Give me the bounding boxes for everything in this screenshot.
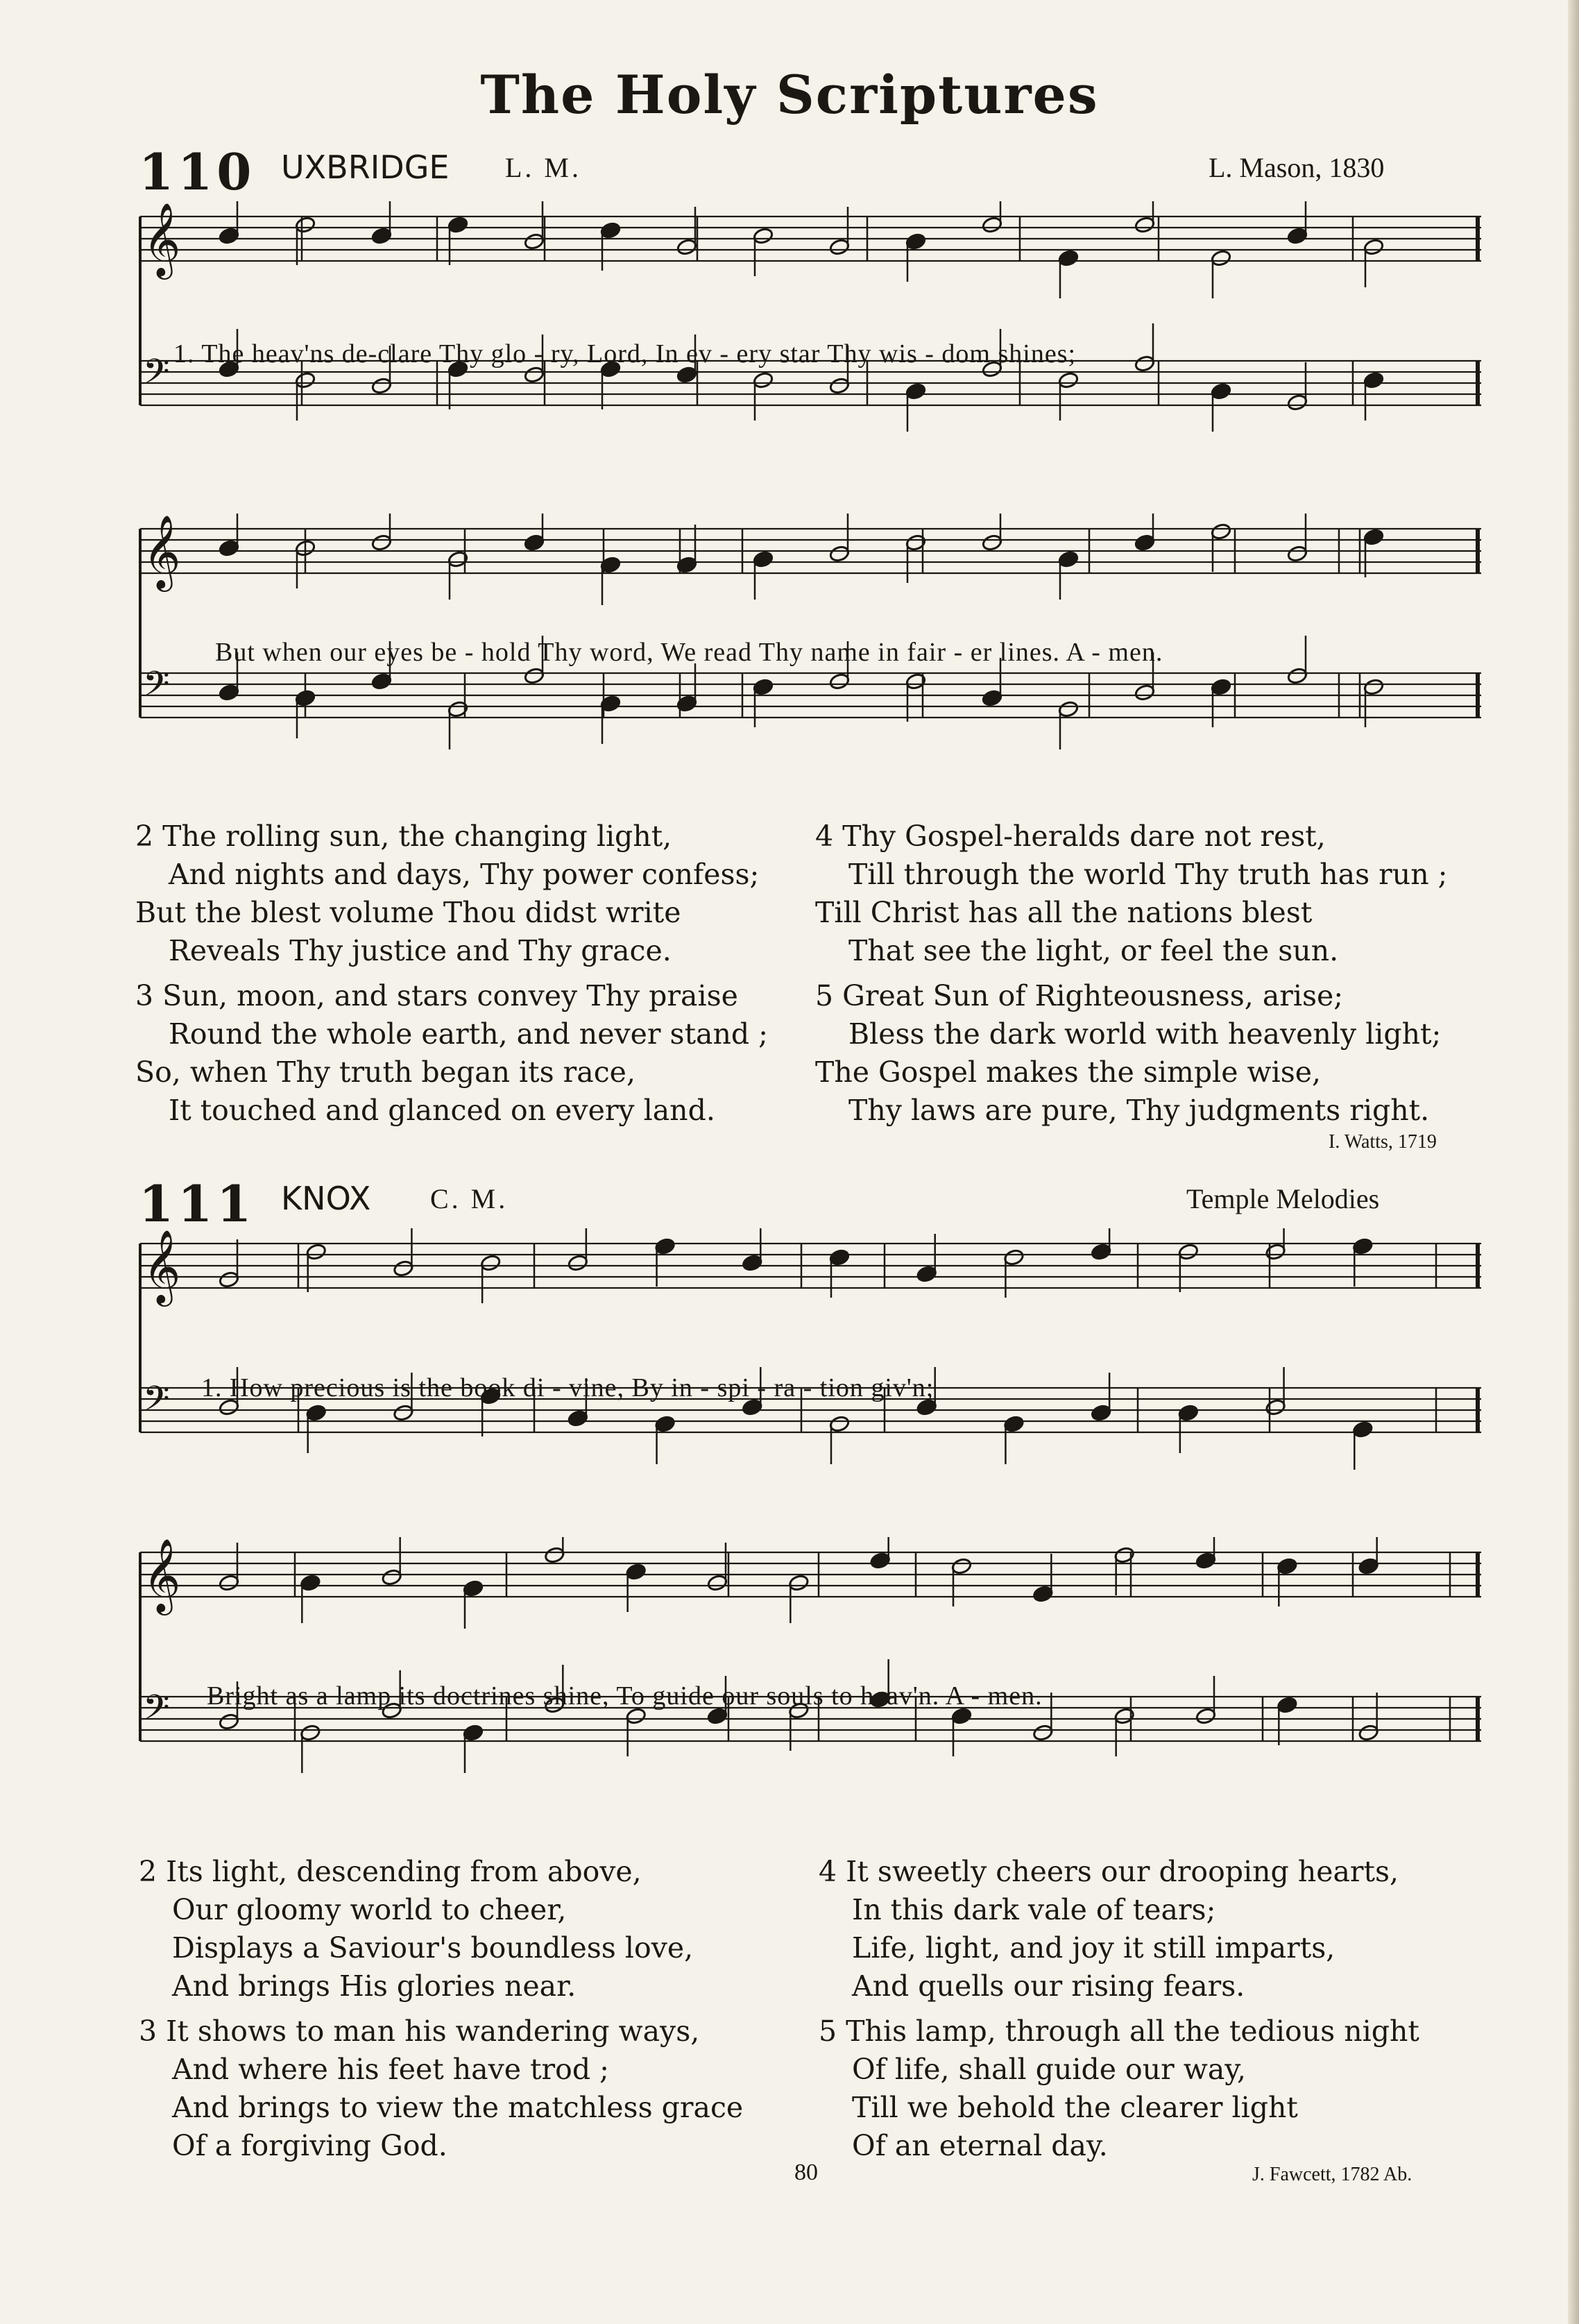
verse-line: Of an eternal day. [852, 2129, 1108, 2162]
page-number: 80 [794, 2160, 818, 2185]
verse-line: 2 The rolling sun, the changing light, [135, 820, 672, 853]
hymn-110-tune: UXBRIDGE [281, 149, 450, 186]
verse-line: And where his feet have trod ; [172, 2053, 609, 2086]
verse-line: And brings to view the matchless grace [172, 2091, 744, 2124]
hymn-110-number: 110 [139, 142, 256, 201]
hymn-111-author: J. Fawcett, 1782 Ab. [1252, 2164, 1412, 2185]
notes-upper [219, 1537, 1379, 1629]
verse-line: Bless the dark world with heavenly light; [848, 1017, 1442, 1051]
treble-clef-icon: 𝄞 [143, 514, 181, 588]
hymn-110-lyrics-line-1: 1. The heav'ns de-clare Thy glo - ry, Lord, In ev - ery star Thy wis - dom shines; [173, 339, 1077, 368]
verse-line: That see the light, or feel the sun. [848, 934, 1339, 967]
verse-line: And brings His glories near. [172, 1969, 577, 2003]
hymn-111-composer: Temple Melodies [1186, 1183, 1380, 1214]
hymn-110-verses-right [815, 817, 1447, 1130]
verse-line: So, when Thy truth began its race, [135, 1055, 635, 1089]
staff-treble [140, 1244, 1481, 1288]
hymn-111-tune: KNOX [281, 1180, 371, 1217]
verse-line: 2 Its light, descending from above, [139, 1855, 642, 1888]
hymn-111-lyrics-line-1: 1. How precious is the book di - vine, By in - spi - ra - tion giv'n; [201, 1373, 934, 1402]
hymn-111-meter: C. M. [430, 1183, 509, 1214]
hymn-111-verses-right [819, 1853, 1419, 2165]
verse-line: And quells our rising fears. [852, 1969, 1245, 2003]
treble-clef-icon: 𝄞 [143, 202, 181, 276]
verse-line: Thy laws are pure, Thy judgments right. [848, 1094, 1430, 1127]
verse-line: 4 Thy Gospel-heralds dare not rest, [815, 820, 1326, 853]
verse-line: And nights and days, Thy power confess; [169, 858, 760, 891]
verse-line: It touched and glanced on every land. [169, 1094, 715, 1127]
verse-line: Till through the world Thy truth has run ; [848, 858, 1448, 891]
hymn-111-number: 111 [139, 1174, 256, 1233]
treble-clef-icon: 𝄞 [143, 1229, 181, 1303]
verse-line: Round the whole earth, and never stand ; [169, 1017, 768, 1051]
notes-upper [219, 514, 1385, 605]
notes-lower [219, 1659, 1379, 1773]
verse-line: Life, light, and joy it still imparts, [852, 1931, 1335, 1965]
verse-line: 5 This lamp, through all the tedious night [819, 2015, 1419, 2048]
verse-line: The Gospel makes the simple wise, [815, 1055, 1322, 1089]
hymn-110-author: I. Watts, 1719 [1329, 1131, 1437, 1153]
hymn-111-verses-left [139, 1853, 743, 2165]
staff-bass [140, 673, 1481, 718]
hymn-110-meter: L. M. [505, 152, 581, 183]
verse-line: But the blest volume Thou didst write [135, 896, 681, 929]
staff-treble [140, 217, 1481, 261]
verse-line: 3 It shows to man his wandering ways, [139, 2015, 700, 2048]
hymn-110-composer: L. Mason, 1830 [1209, 152, 1385, 183]
staff-treble [140, 529, 1481, 573]
verse-line: Reveals Thy justice and Thy grace. [169, 934, 672, 967]
verse-line: Till we behold the clearer light [852, 2091, 1298, 2124]
bass-clef-icon: 𝄢 [143, 352, 170, 400]
staff-treble [140, 1552, 1481, 1597]
verse-line: 4 It sweetly cheers our drooping hearts, [819, 1855, 1399, 1888]
hymn-110-lyrics-line-2: But when our eyes be - hold Thy word, We read Thy name in fair - er lines. A - men. [215, 638, 1163, 667]
verse-line: Till Christ has all the nations blest [815, 896, 1313, 929]
bass-clef-icon: 𝄢 [143, 1379, 170, 1427]
hymn-111-lyrics-line-2: Bright as a lamp its doctrines shine, To guide our souls to heav'n. A - men. [207, 1681, 1043, 1711]
verse-line: 5 Great Sun of Righteousness, arise; [815, 979, 1344, 1012]
verse-line: Of a forgiving God. [172, 2129, 447, 2162]
verse-line: In this dark vale of tears; [852, 1893, 1216, 1926]
bass-clef-icon: 𝄢 [143, 1688, 170, 1736]
verse-line: 3 Sun, moon, and stars convey Thy praise [135, 979, 738, 1012]
bass-clef-icon: 𝄢 [143, 664, 170, 713]
verse-line: Of life, shall guide our way, [852, 2053, 1247, 2086]
page-edge [1568, 0, 1579, 2324]
verse-line: Displays a Saviour's boundless love, [172, 1931, 694, 1965]
hymn-110-verses-left [135, 817, 768, 1130]
section-title: The Holy Scriptures [480, 64, 1099, 126]
verse-line: Our gloomy world to cheer, [172, 1893, 567, 1926]
treble-clef-icon: 𝄞 [143, 1538, 181, 1612]
